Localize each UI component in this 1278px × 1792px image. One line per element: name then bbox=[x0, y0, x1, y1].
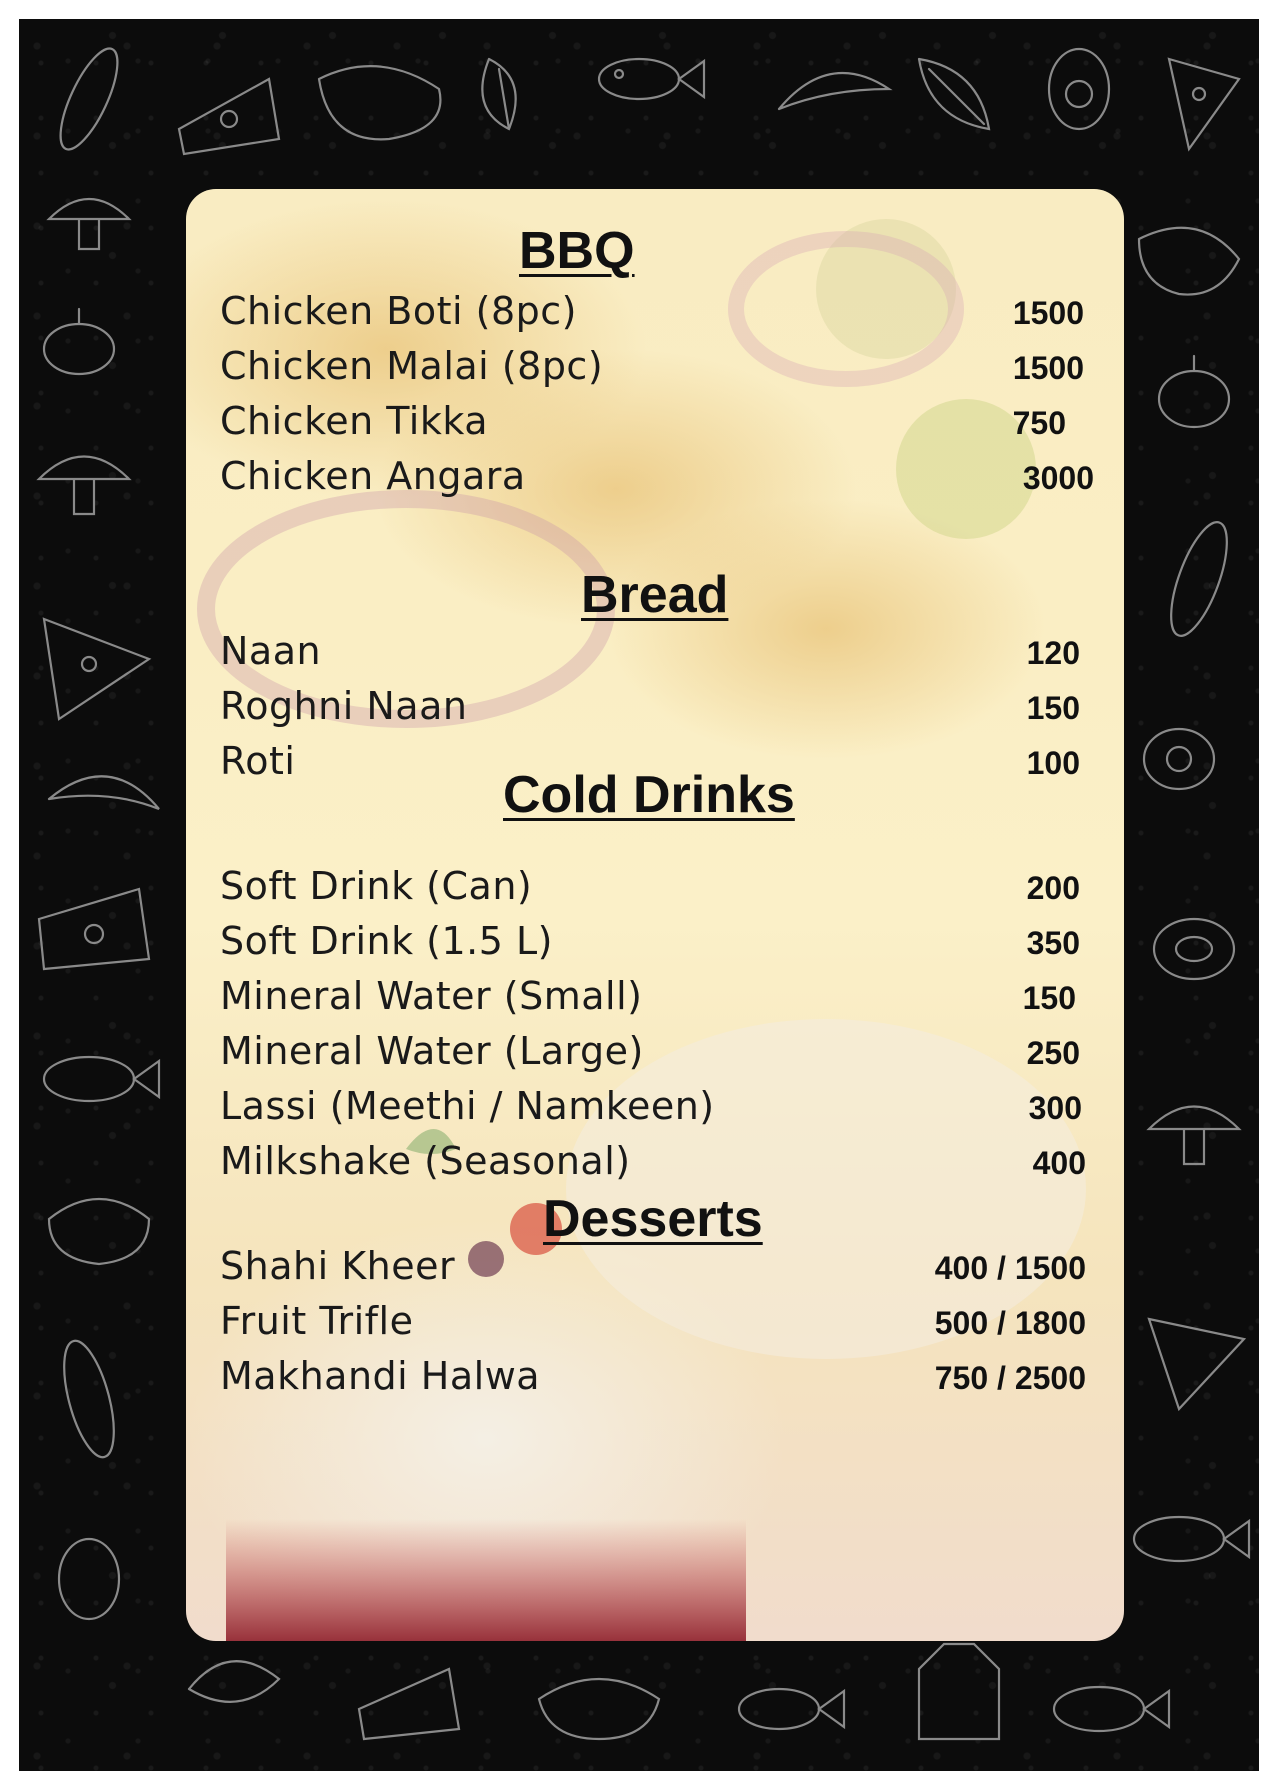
menu-item bbox=[186, 1354, 1124, 1404]
menu-item bbox=[186, 399, 1124, 449]
section-title-bread: Bread bbox=[581, 566, 729, 624]
menu-item bbox=[186, 974, 1124, 1024]
item-name: Makhandi Halwa bbox=[220, 1354, 541, 1398]
pepper-icon bbox=[44, 309, 114, 374]
menu-item bbox=[186, 454, 1124, 504]
item-name: Fruit Trifle bbox=[220, 1299, 414, 1343]
menu-item bbox=[186, 289, 1124, 339]
fish-icon bbox=[599, 59, 704, 99]
item-price: 350 bbox=[1026, 925, 1080, 961]
item-price: 100 bbox=[1026, 745, 1080, 781]
item-name: Mineral Water (Small) bbox=[220, 974, 643, 1018]
section-title-bbq: BBQ bbox=[519, 222, 635, 280]
section-title-desserts: Desserts bbox=[543, 1190, 763, 1248]
menu-item bbox=[186, 1299, 1124, 1349]
item-name: Soft Drink (Can) bbox=[220, 864, 533, 908]
item-price: 120 bbox=[1026, 635, 1080, 671]
item-name: Chicken Malai (8pc) bbox=[220, 344, 604, 388]
item-name: Roti bbox=[220, 739, 296, 783]
item-name: Shahi Kheer bbox=[220, 1244, 456, 1288]
leaf-icon bbox=[919, 59, 989, 129]
bread-icon bbox=[1139, 228, 1239, 295]
sushi-icon bbox=[1154, 919, 1234, 979]
sausage-icon bbox=[1160, 516, 1239, 642]
item-name: Lassi (Meethi / Namkeen) bbox=[220, 1084, 715, 1128]
menu-item bbox=[186, 629, 1124, 679]
item-price: 400 / 1500 bbox=[934, 1250, 1086, 1286]
menu-background bbox=[19, 19, 1259, 1771]
sausage-icon bbox=[54, 1336, 124, 1462]
item-price: 3000 bbox=[1022, 460, 1094, 496]
pepper-icon bbox=[1159, 356, 1229, 427]
menu-item bbox=[186, 684, 1124, 734]
pizza-icon bbox=[44, 619, 149, 719]
croissant-icon bbox=[49, 776, 159, 809]
bread-icon bbox=[539, 1679, 659, 1739]
item-price: 750 bbox=[1012, 405, 1066, 441]
menu-item bbox=[186, 1029, 1124, 1079]
menu-item bbox=[186, 1084, 1124, 1134]
menu-item bbox=[186, 1139, 1124, 1189]
item-name: Soft Drink (1.5 L) bbox=[220, 919, 554, 963]
mushroom-icon bbox=[39, 457, 129, 515]
fish-icon bbox=[739, 1689, 844, 1729]
item-price: 1500 bbox=[1012, 295, 1084, 331]
fish-icon bbox=[44, 1057, 159, 1101]
leaf-icon bbox=[482, 59, 515, 129]
chili-icon bbox=[779, 73, 889, 109]
item-price: 150 bbox=[1026, 690, 1080, 726]
mushroom-icon bbox=[49, 199, 129, 249]
item-price: 250 bbox=[1026, 1035, 1080, 1071]
item-name: Chicken Boti (8pc) bbox=[220, 289, 577, 333]
fish-icon bbox=[1134, 1517, 1249, 1561]
egg-icon bbox=[1049, 49, 1109, 129]
item-price: 1500 bbox=[1012, 350, 1084, 386]
menu-item bbox=[186, 919, 1124, 969]
pizza-icon bbox=[1169, 59, 1239, 149]
egg-icon bbox=[59, 1539, 119, 1619]
pizza-icon bbox=[1149, 1319, 1244, 1409]
bread-icon bbox=[319, 66, 440, 139]
item-name: Naan bbox=[220, 629, 322, 673]
menu-item bbox=[186, 1244, 1124, 1294]
item-price: 200 bbox=[1026, 870, 1080, 906]
cheese-icon bbox=[39, 889, 149, 969]
egg-icon bbox=[1144, 729, 1214, 789]
bread-icon bbox=[49, 1199, 149, 1264]
fish-icon bbox=[1054, 1687, 1169, 1731]
menu-card bbox=[186, 189, 1124, 1641]
cheese-icon bbox=[359, 1669, 459, 1739]
item-name: Milkshake (Seasonal) bbox=[220, 1139, 631, 1183]
mushroom-icon bbox=[1149, 1107, 1239, 1165]
item-name: Chicken Angara bbox=[220, 454, 526, 498]
menu-item bbox=[186, 864, 1124, 914]
milk-carton-icon bbox=[919, 1644, 999, 1739]
item-price: 300 bbox=[1028, 1090, 1082, 1126]
item-name: Roghni Naan bbox=[220, 684, 468, 728]
menu-item bbox=[186, 344, 1124, 394]
item-price: 400 bbox=[1032, 1145, 1086, 1181]
sausage-icon bbox=[49, 42, 128, 157]
item-name: Chicken Tikka bbox=[220, 399, 488, 443]
item-price: 150 bbox=[1022, 980, 1076, 1016]
item-price: 500 / 1800 bbox=[934, 1305, 1086, 1341]
item-name: Mineral Water (Large) bbox=[220, 1029, 644, 1073]
cheese-icon bbox=[179, 79, 279, 154]
item-price: 750 / 2500 bbox=[934, 1360, 1086, 1396]
section-title-cold-drinks: Cold Drinks bbox=[503, 766, 795, 824]
leaf-icon bbox=[189, 1661, 279, 1702]
